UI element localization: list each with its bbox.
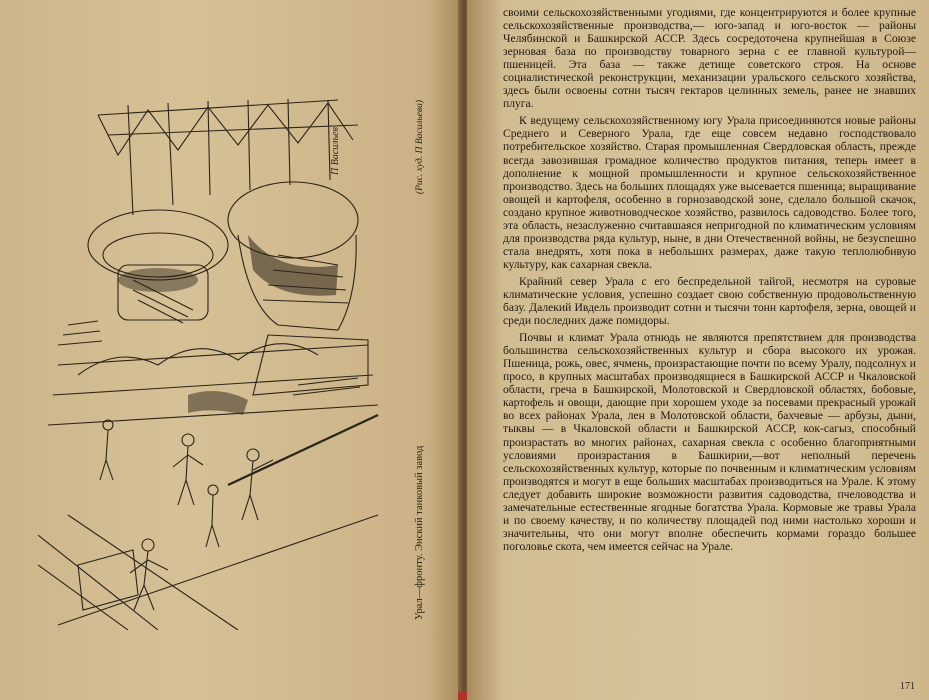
caption-wrap — [408, 100, 432, 620]
paragraph-1: своими сельскохозяйственными угодиями, где концентрируются и более крупные сельскохозяйственные производства,— юго-запад и юго-восток — районы Челябинской и Башкирской АССР. Здесь сосредоточена крупнейшая в Союзе зерновая база по производству товарного зерна с ее главной культурой—пшеницей. Эта база — также детище советского строя. На основе социалистической реконструкции, механизации уральского сельского хозяйства, здесь были освоены сотни тысяч гектаров целинных земель, ранее не знавших плуга. — [503, 6, 916, 111]
left-page — [0, 0, 462, 700]
page-number: 171 — [900, 681, 915, 692]
illustration-caption — [408, 100, 432, 620]
tank-factory-illustration — [38, 95, 388, 630]
caption-credit: (Рис. худ. П Васильева) — [415, 100, 425, 195]
artist-signature: П Васильев — [330, 127, 341, 175]
body-text — [503, 6, 916, 686]
paragraph-4: Почвы и климат Урала отнюдь не являются препятствием для производства большинства сельскохозяйственных культур и сбора высокого их урожая. Пшеница, рожь, овес, ячмень, произрастающие почти по всему Уралу, подсолнух и просо, в крупных масштабах производящиеся в Башкирской АССР и Чкаловской области, греча в Башкирской, Молотовской и Свердловской областях, бобовые, картофель и овощи, дающие при хорошем уходе за посевами прекрасный урожай во всех районах Урала, лен в Молотовской области, бахчевые — арбузы, дыни, тыквы — в Чкаловской области и Башкирской АССР, кок-сагыз, способный произрастать во многих районах, сахарная свекла с особенно благоприятными условиями произрастания в Башкирии,—вот неполный перечень сельскохозяйственных культур, которые по почвенным и климатическим условиям производятся и могут в еще больших масштабах производиться на Урале. К этому следует добавить широкие возможности развития садоводства, пчеловодства и замечательные естественные ягодные богатства Урала. Кормовые же травы Урала и по своему качеству, и по количеству площадей под ними настолько хороши и значительны, что они могут вполне обеспечить кормами гораздо большее поголовье скота, чем имеется сейчас на Урале. — [503, 331, 916, 553]
paragraph-2: К ведущему сельскохозяйственному югу Урала присоединяются новые районы Среднего и Северного Урала, где еще совсем недавно господствовало потребительское хозяйство. Старая промышленная Свердловская область, прежде всегда завозившая громадное количество продуктов питания, теперь имеет в дополнение к мощной промышленности и крупное сельскохозяйственное производство. Здесь на больших площадях уже высевается пшеница; выращивание овощей и картофеля, особенно в горнозаводской зоне, сделало большой скачок, создано крупное животноводческое хозяйство, развилось садоводство. Более того, эта область, незаслуженно считавшаяся непригодной по климатическим условиям для производства ряда культур, ныне, в дни Отечественной войны, не безуспешно стала внедрять, хотя пока в небольших размерах, даже такую теплолюбивую культуру, как сахарная свекла. — [503, 114, 916, 271]
caption-title: Урал—фронту. Энский танковый завод — [414, 445, 425, 620]
paragraph-3: Крайний север Урала с его беспредельной тайгой, несмотря на суровые климатические условия, успешно создает свою собственную продовольственную базу. Далекий Ивдель производит сотни и тысячи тонн картофеля, зерна, овощей и среди последних даже помидоры. — [503, 274, 916, 328]
